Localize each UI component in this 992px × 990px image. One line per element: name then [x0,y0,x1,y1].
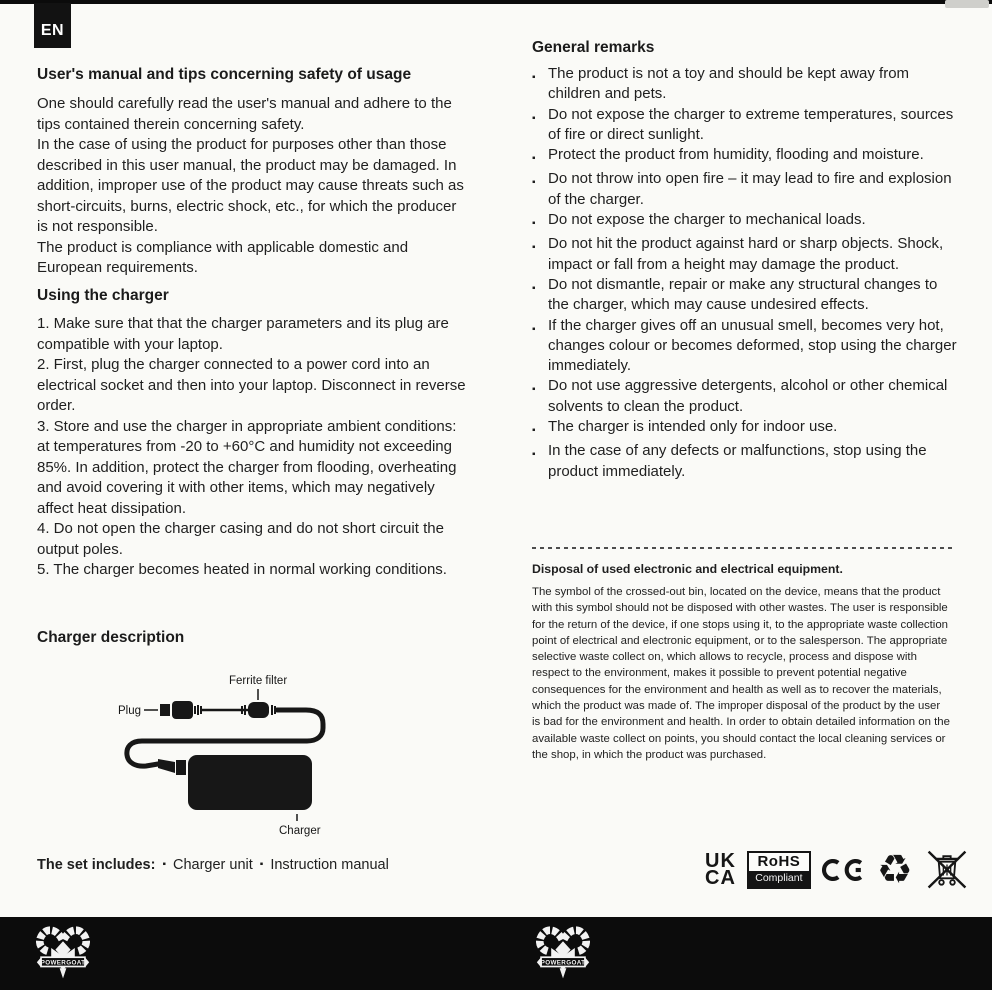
bullet-square-icon: ▪ [532,323,536,335]
rohs-mark [747,851,811,889]
intro-paragraph: The product is compliance with applicable domestic and European requirements. [37,238,409,276]
powergoat-logo [36,923,90,983]
list-item [532,145,958,169]
dc-connector-shape [176,760,186,775]
ce-mark-icon [822,854,866,886]
using-charger-steps [37,314,467,581]
bullet-square-icon: ▪ [532,218,536,230]
ukca-mark-top: UK [705,849,736,872]
list-item [532,210,958,234]
powergoat-logo [536,923,590,983]
list-item-text: The charger is intended only for indoor use. [548,418,838,436]
list-item-text: In the case of any defects or malfunctions, stop using the product immediately. [548,442,927,480]
disposal-heading: Disposal of used electronic and electrical equipment. [532,562,843,576]
bullet-square-icon: ▪ [259,859,264,870]
recycling-icon: ♻ [876,847,913,893]
list-item-text: The product is not a toy and should be kept away from children and pets. [548,65,910,103]
disposal-text: The symbol of the crossed-out bin, located on the device, means that the product with this symbol should not be disposed with other wastes. The user is responsible for the return of the device, if one stops using it, to the appropriate waste collection point of electrical and electronic equipment, or to the salesperson. The appropriate selective waste collect on, which allows to recycle, process and dispose with respect to the environment, makes it possible to prevent potential negative consequences for the environment and health as well as to recover the materials, which the product was made of. The improper disposal of the product by the user is bad for the environment and health. In order to obtain detailed information on the available waste collect on points, you should contact the local cleaning services or the shop, in which the product was purchased. [532,586,950,761]
left-title: User's manual and tips concerning safety of usage [37,66,412,83]
dashed-divider [532,547,952,549]
weee-bin-icon [924,848,970,892]
powergoat-banner-text: POWERGOAT [40,959,86,967]
list-item [532,234,958,275]
using-charger-heading: Using the charger [37,287,169,304]
bullet-square-icon: ▪ [162,859,166,870]
ukca-mark-bottom: CA [705,867,736,889]
charger-diagram [30,663,460,840]
bullet-square-icon: ▪ [532,112,536,124]
set-includes-row [37,857,389,873]
intro-paragraph: In the case of using the product for purposes other than those described in this user manual, the product may be damaged. In addition, improper use of the product may cause threats such as short-circuits, burns, electric shock, etc., for which the producer is not responsible. [37,136,464,235]
scan-artifact [945,0,989,8]
intro-paragraph: One should carefully read the user's manual and adhere to the tips contained therein concerning safety. [37,95,452,133]
list-item [532,64,958,105]
rohs-mark-sub: Compliant [749,871,809,887]
ukca-mark [705,849,736,889]
footer-bar [0,917,992,990]
bullet-square-icon: ▪ [532,282,536,294]
list-item [532,105,958,146]
list-item [532,417,958,441]
bullet-square-icon: ▪ [532,72,536,83]
charger-label: Charger [279,825,321,837]
list-item-text: Do not use aggressive detergents, alcohol or other chemical solvents to clean the product. [548,377,948,415]
step-item: 4. Do not open the charger casing and do not short circuit the output poles. [37,520,444,558]
bullet-square-icon: ▪ [532,449,536,461]
general-remarks-heading: General remarks [532,39,655,56]
language-badge [34,3,71,48]
bullet-square-icon: ▪ [532,242,536,254]
rohs-mark-label: RoHS [757,853,801,870]
plug-tip-shape [160,704,170,716]
set-includes-label: The set includes: [37,857,156,873]
step-item: 1. Make sure that that the charger parameters and its plug are compatible with your laptop. [37,315,449,353]
certification-marks [705,846,970,894]
plug-label: Plug [118,705,142,717]
list-item [532,316,958,377]
step-item: 2. First, plug the charger connected to a power cord into an electrical socket and then into your laptop. Disconnect in reverse order. [37,356,466,414]
set-includes-item: Charger unit [173,857,253,873]
plug-connector-shape [172,701,193,719]
intro-paragraphs [37,94,467,279]
list-item [532,169,958,210]
ferrite-filter-label: Ferrite filter [229,675,288,687]
language-badge-label: EN [40,21,65,39]
charger-description-heading: Charger description [37,629,185,646]
list-item-text: Do not expose the charger to extreme temperatures, sources of fire or direct sunlight. [548,105,954,143]
list-item [532,275,958,316]
charger-brick-shape [188,755,312,810]
list-item-text: Do not hit the product against hard or sharp objects. Shock, impact or fall from a height may damage the product. [548,235,944,273]
step-item: 5. The charger becomes heated in normal working conditions. [37,561,447,578]
ferrite-filter-shape [248,702,269,718]
top-edge-bar [0,0,992,4]
step-item: 3. Store and use the charger in appropriate ambient conditions: at temperatures from -20 to +60°C and humidity not exceeding 85%. In addition, protect the charger from flooding, overheating and avoid covering it with other items, which may negatively affect heat dissipation. [37,417,457,517]
set-includes-item: Instruction manual [270,857,389,873]
bullet-square-icon: ▪ [532,177,536,189]
list-item-text: Protect the product from humidity, flooding and moisture. [548,146,924,164]
general-remarks-list [532,64,958,482]
bullet-square-icon: ▪ [532,384,536,396]
powergoat-banner-text: POWERGOAT [540,959,586,967]
list-item [532,376,958,417]
list-item-text: Do not expose the charger to mechanical loads. [548,211,866,229]
list-item-text: Do not throw into open fire – it may lead to fire and explosion of the charger. [548,170,952,208]
bullet-square-icon: ▪ [532,425,536,437]
list-item-text: Do not dismantle, repair or make any structural changes to the charger, which may cause undesired effects. [548,275,938,314]
list-item-text: If the charger gives off an unusual smell, becomes very hot, changes colour or becomes deformed, stop using the charger immediately. [548,316,957,375]
bullet-square-icon: ▪ [532,153,536,165]
list-item [532,441,958,482]
